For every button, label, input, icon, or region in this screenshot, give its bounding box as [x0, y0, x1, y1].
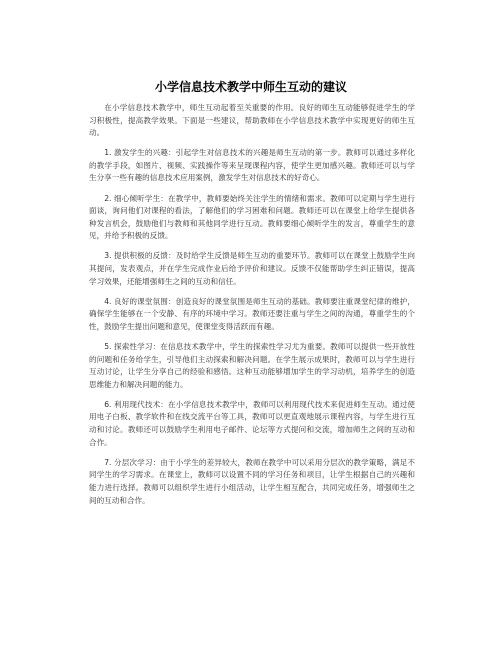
suggestion-paragraph-6: 6. 利用现代技术：在小学信息技术教学中，教师可以利用现代技术来促进师生互动。通过使用电子白板、教学软件和在线交流平台等工具，教师可以更直观地展示课程内容，与学生进行互动和讨论。教师还可以鼓励学生利用电子邮件、论坛等方式提问和交流，增加师生之间的互动和合作。 [89, 399, 415, 447]
suggestion-paragraph-5: 5. 探索性学习：在信息技术教学中，学生的探索性学习尤为重要。教师可以提供一些开放性的问题和任务给学生，引导他们主动探索和解决问题。在学生展示成果时，教师可以与学生进行互动讨论，让学生分享自己的经验和感悟。这种互动能够增加学生的学习动机，培养学生的创造思维能力和解决问题的能力。 [89, 342, 415, 389]
suggestion-paragraph-7: 7. 分层次学习：由于小学生的差异较大，教师在教学中可以采用分层次的教学策略，满足不同学生的学习需求。在课堂上，教师可以设置不同的学习任务和项目，让学生根据自己的兴趣和能力进行选择。教师可以组织学生进行小组活动，让学生相互配合，共同完成任务，增强师生之间的互动和合作。 [89, 457, 415, 505]
document-body [89, 102, 415, 515]
intro-paragraph: 在小学信息技术教学中，师生互动起着至关重要的作用。良好的师生互动能够促进学生的学习积极性，提高教学效果。下面是一些建议，帮助教师在小学信息技术教学中实现更好的师生互动。 [89, 103, 415, 138]
suggestion-paragraph-4: 4. 良好的课堂氛围：创造良好的课堂氛围是师生互动的基础。教师要注重课堂纪律的维护，确保学生能够在一个安静、有序的环境中学习。教师还要注重与学生之间的沟通，尊重学生的个性，鼓励学生提出问题和意见，使课堂变得活跃而有趣。 [89, 296, 415, 331]
suggestion-paragraph-1: 1. 激发学生的兴趣：引起学生对信息技术的兴趣是师生互动的第一步。教师可以通过多样化的教学手段，如图片、视频、实践操作等来呈现课程内容，使学生更加感兴趣。教师还可以与学生分享一些有趣的信息技术应用案例，激发学生对信息技术的好奇心。 [89, 148, 415, 183]
suggestion-paragraph-3: 3. 提供积极的反馈：及时给学生反馈是师生互动的重要环节。教师可以在课堂上鼓励学生向其提问，发表观点，并在学生完成作业后给予评价和建议。反馈不仅能帮助学生纠正错误，提高学习效果，还能增强师生之间的互动和信任。 [89, 251, 415, 286]
suggestion-paragraph-2: 2. 细心倾听学生：在教学中，教师要始终关注学生的情绪和需求。教师可以定期与学生进行面谈，询问他们对课程的看法，了解他们的学习困难和问题。教师还可以在课堂上给学生提供各种发言机会，鼓励他们与教师和其他同学进行互动。教师要细心倾听学生的发言，尊重学生的意见，并给予积极的反馈。 [89, 193, 415, 241]
document-title: 小学信息技术教学中师生互动的建议 [154, 80, 347, 94]
